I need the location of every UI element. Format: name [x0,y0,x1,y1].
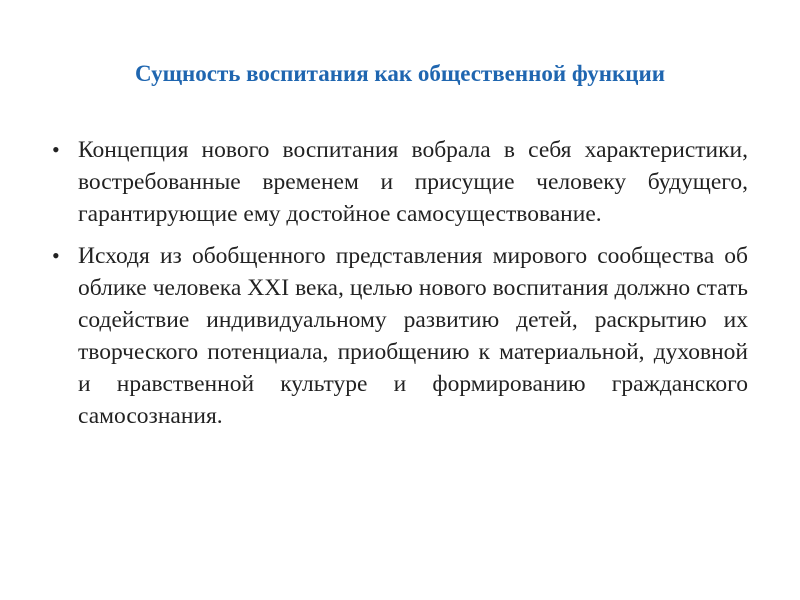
bullet-text: Концепция нового воспитания вобрала в себя характеристики, востребованные временем и присущие человеку будущего, гарантирующие ему достойное самосуществование. [78,137,748,227]
bullet-text: Исходя из обобщенного представления мирового сообщества об облике человека XXI века, целью нового воспитания должно стать содействие индивидуальному развитию детей, раскрытию их творческого потенциала, приобщению к материальной, духовной и нравственной культуре и формированию гражданского самосознания. [78,243,748,429]
slide-title: Сущность воспитания как общественной функции [135,61,665,86]
bullet-item [52,240,748,432]
bullet-icon: • [52,243,60,268]
bullet-list [52,134,748,442]
bullet-icon: • [52,137,60,162]
bullet-item [52,134,748,230]
